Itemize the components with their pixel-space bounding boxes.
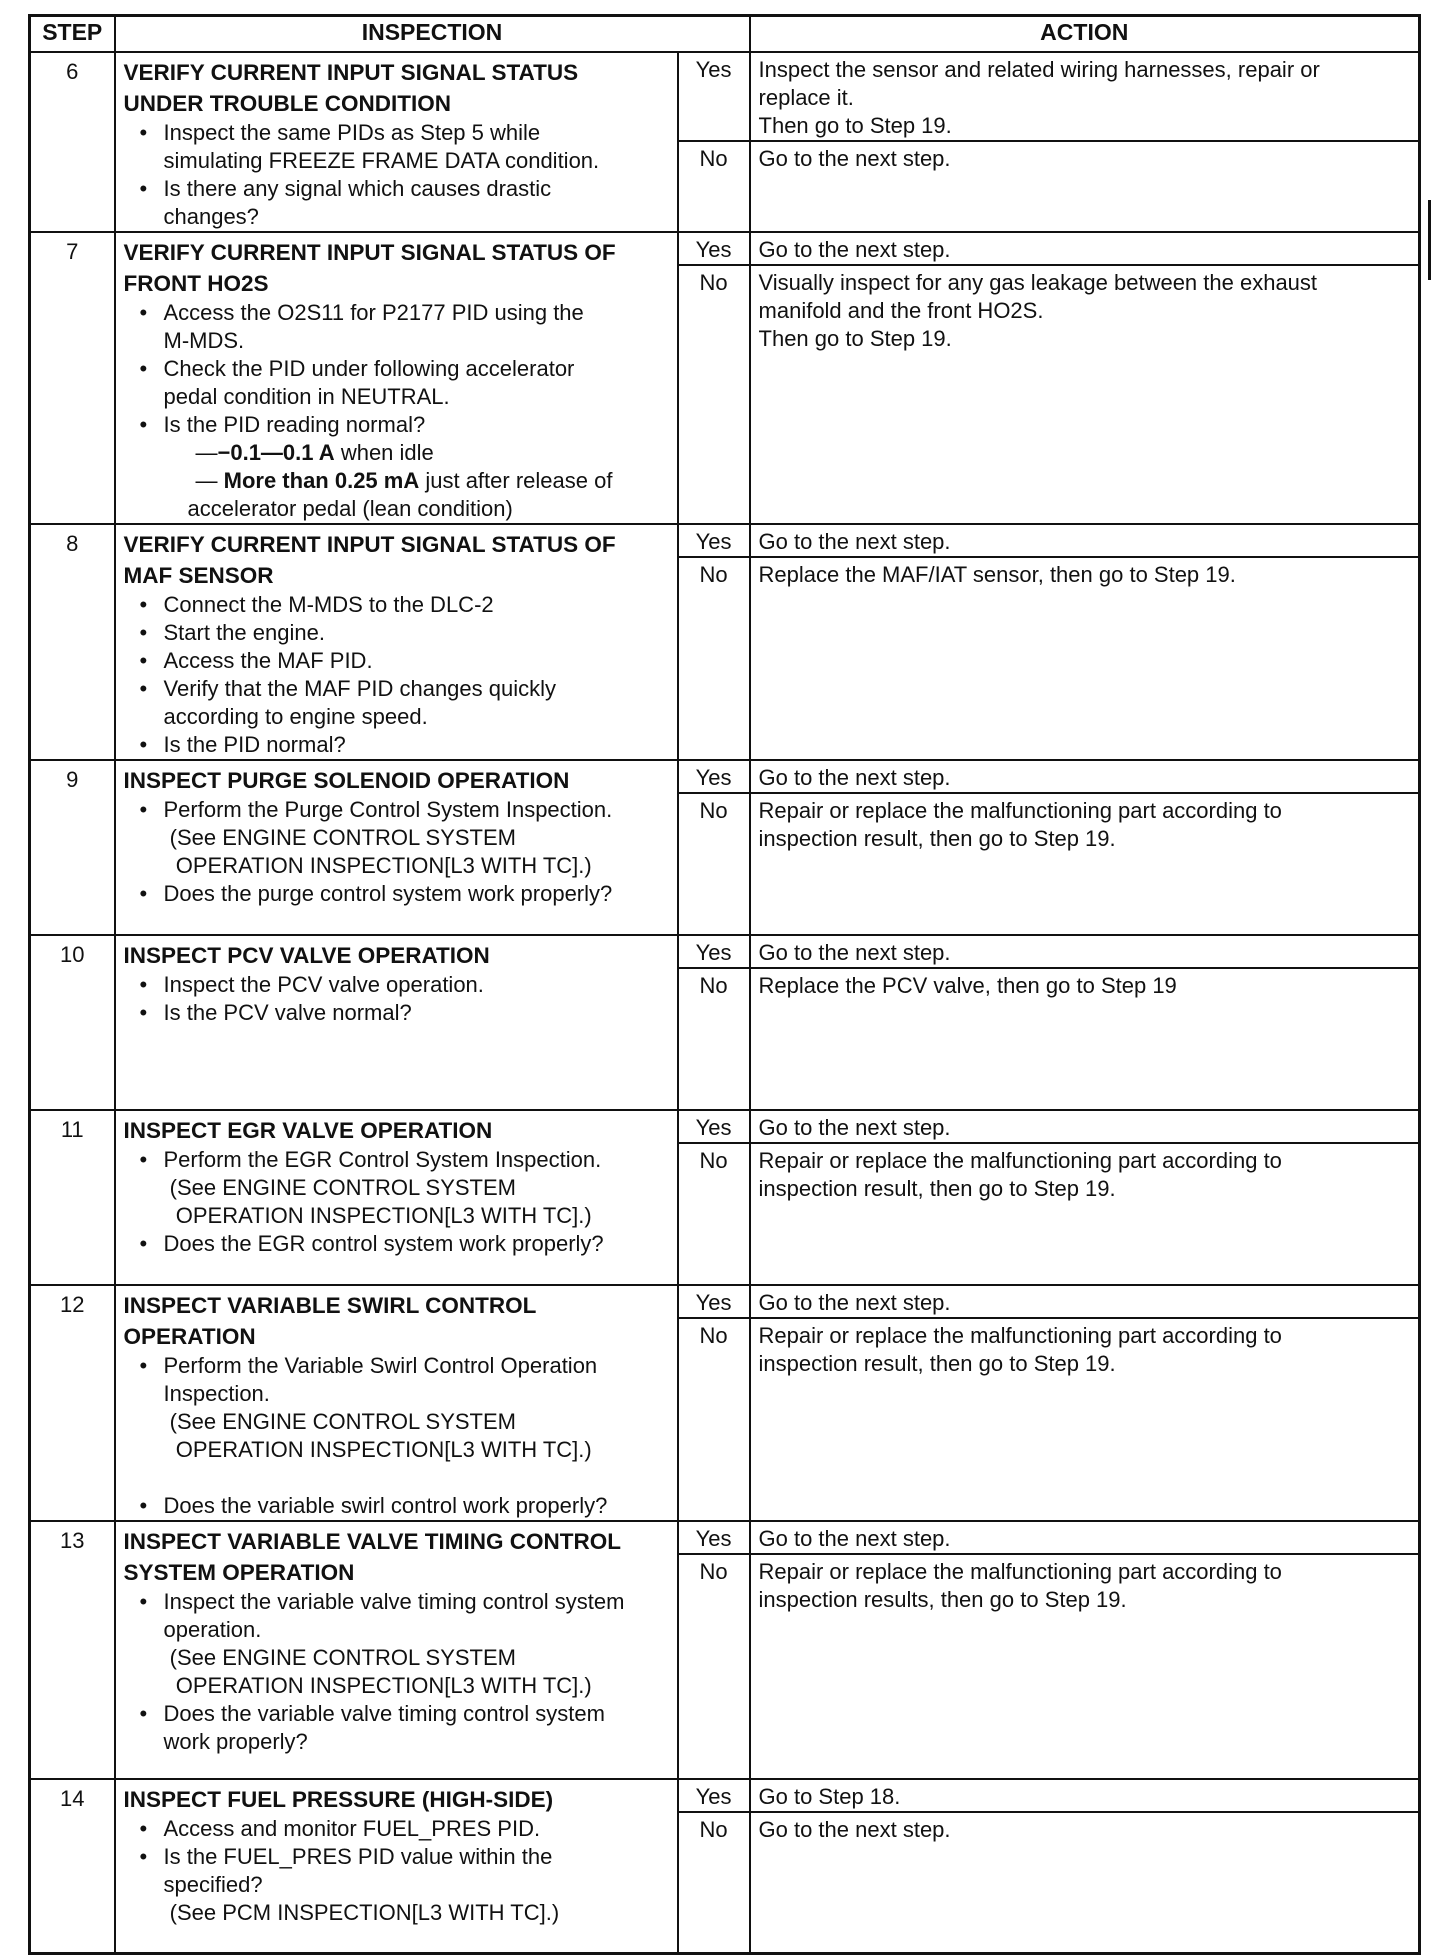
table-row [30, 1521, 1420, 1779]
result-labels [678, 232, 750, 524]
inspection-steps [124, 971, 671, 1027]
result-labels [678, 1110, 750, 1285]
no-action: Repair or replace the malfunctioning part according to inspection results, then go to Step 19. [758, 1559, 1282, 1612]
table-row [30, 935, 1420, 1110]
result-labels [678, 1285, 750, 1521]
inspection-title: INSPECT FUEL PRESSURE (HIGH-SIDE) [123, 1787, 554, 1812]
list-item: • Does the variable valve timing control system work properly? [164, 1700, 671, 1756]
no-action: Go to the next step. [758, 146, 951, 171]
spec-idle: —−0.1—0.1 A when idle [195, 440, 434, 465]
action-cell [750, 1285, 1420, 1521]
inspection-title: VERIFY CURRENT INPUT SIGNAL STATUS UNDER TROUBLE CONDITION [123, 60, 579, 116]
yes-label: Yes [679, 1522, 749, 1555]
no-label: No [699, 1817, 728, 1842]
yes-action: Go to the next step. [751, 233, 1419, 266]
list-item: • Inspect the same PIDs as Step 5 while simulating FREEZE FRAME DATA condition. [164, 119, 671, 175]
table-row [30, 760, 1420, 935]
list-item: • Start the engine. [164, 619, 671, 647]
list-item: • Does the EGR control system work properly? [164, 1230, 671, 1258]
step-number: 13 [30, 1521, 115, 1779]
yes-label: Yes [679, 233, 749, 266]
yes-label: Yes [679, 1780, 749, 1813]
no-label: No [699, 1323, 728, 1348]
table-row [30, 524, 1420, 760]
change-bar-mark [1428, 200, 1431, 280]
no-action: Repair or replace the malfunctioning part according to inspection result, then go to Step 19. [758, 1148, 1282, 1201]
diagnostic-table [28, 14, 1421, 1955]
result-labels [678, 935, 750, 1110]
yes-action: Go to the next step. [751, 761, 1419, 794]
step-number: 6 [30, 52, 115, 232]
yes-action: Go to the next step. [751, 936, 1419, 969]
list-item: • Perform the Purge Control System Inspection. (See ENGINE CONTROL SYSTEM OPERATION INSPECTION[L3 WITH TC].) [164, 796, 671, 880]
list-item: • Inspect the PCV valve operation. [164, 971, 671, 999]
table-row [30, 1779, 1420, 1953]
inspection-steps [124, 119, 671, 231]
yes-label: Yes [679, 936, 749, 969]
list-item: • Is the PCV valve normal? [164, 999, 671, 1027]
list-item: • Verify that the MAF PID changes quickly according to engine speed. [164, 675, 671, 731]
inspection-title: VERIFY CURRENT INPUT SIGNAL STATUS OF FRONT HO2S [123, 240, 616, 296]
header-action: ACTION [750, 16, 1420, 53]
inspection-title: INSPECT VARIABLE SWIRL CONTROL OPERATION [123, 1293, 537, 1349]
result-labels [678, 1779, 750, 1953]
step-number: 7 [30, 232, 115, 524]
yes-label: Yes [679, 1286, 749, 1319]
yes-action: Go to Step 18. [751, 1780, 1419, 1813]
inspection-steps [124, 1815, 671, 1927]
inspection-cell [115, 760, 678, 935]
inspection-steps [124, 1588, 671, 1756]
action-cell [750, 935, 1420, 1110]
inspection-title: INSPECT EGR VALVE OPERATION [123, 1118, 493, 1143]
yes-action: Go to the next step. [751, 1522, 1419, 1555]
spec-lean-cont: accelerator pedal (lean condition) [187, 496, 513, 521]
inspection-steps [124, 1352, 671, 1520]
list-item: • Does the purge control system work properly? [164, 880, 671, 908]
header-inspection: INSPECTION [115, 16, 750, 53]
list-item: • Is the PID reading normal? —−0.1—0.1 A when idle — More than 0.25 mA just after release of accelerator pedal (lean condition) [164, 411, 671, 523]
yes-action: Inspect the sensor and related wiring harnesses, repair or replace it. Then go to Step 19. [751, 53, 1419, 142]
yes-label: Yes [679, 761, 749, 794]
list-item: • Is there any signal which causes drastic changes? [164, 175, 671, 231]
no-label: No [699, 562, 728, 587]
yes-action: Go to the next step. [751, 525, 1419, 558]
diagnostic-procedure-page [28, 14, 1418, 1955]
inspection-cell [115, 1110, 678, 1285]
yes-action: Go to the next step. [751, 1111, 1419, 1144]
inspection-cell [115, 524, 678, 760]
list-item: • Connect the M-MDS to the DLC-2 [164, 591, 671, 619]
inspection-title: VERIFY CURRENT INPUT SIGNAL STATUS OF MAF SENSOR [123, 532, 616, 588]
step-number: 12 [30, 1285, 115, 1521]
inspection-cell [115, 935, 678, 1110]
inspection-cell [115, 1779, 678, 1953]
action-cell [750, 1110, 1420, 1285]
no-label: No [699, 270, 728, 295]
list-item: • Does the variable swirl control work properly? [164, 1492, 671, 1520]
spec-lean: — More than 0.25 mA just after release of [195, 468, 613, 493]
header-row [30, 16, 1420, 53]
no-action: Repair or replace the malfunctioning part according to inspection result, then go to Step 19. [758, 798, 1282, 851]
action-cell [750, 232, 1420, 524]
inspection-title: INSPECT PCV VALVE OPERATION [123, 943, 490, 968]
inspection-steps [124, 299, 671, 523]
no-action: Repair or replace the malfunctioning part according to inspection result, then go to Step 19. [758, 1323, 1282, 1376]
no-action: Go to the next step. [758, 1817, 951, 1842]
list-item: • Access and monitor FUEL_PRES PID. [164, 1815, 671, 1843]
action-cell [750, 52, 1420, 232]
list-item: • Check the PID under following accelerator pedal condition in NEUTRAL. [164, 355, 671, 411]
step-number: 11 [30, 1110, 115, 1285]
list-item: • Is the FUEL_PRES PID value within the specified? (See PCM INSPECTION[L3 WITH TC].) [164, 1843, 671, 1927]
no-action: Replace the MAF/IAT sensor, then go to Step 19. [758, 562, 1236, 587]
step-number: 8 [30, 524, 115, 760]
step-number: 10 [30, 935, 115, 1110]
no-label: No [699, 1559, 728, 1584]
list-item: • Perform the Variable Swirl Control Operation Inspection. (See ENGINE CONTROL SYSTEM OPERATION INSPECTION[L3 WITH TC].) [164, 1352, 671, 1492]
inspection-title: INSPECT PURGE SOLENOID OPERATION [123, 768, 570, 793]
no-label: No [699, 798, 728, 823]
action-cell [750, 524, 1420, 760]
no-label: No [699, 1148, 728, 1173]
list-item: • Access the O2S11 for P2177 PID using the M-MDS. [164, 299, 671, 355]
table-row [30, 1285, 1420, 1521]
inspection-cell [115, 1285, 678, 1521]
inspection-steps [124, 796, 671, 908]
table-row [30, 232, 1420, 524]
no-action: Replace the PCV valve, then go to Step 19 [758, 973, 1177, 998]
table-row [30, 1110, 1420, 1285]
inspection-cell [115, 1521, 678, 1779]
inspection-steps [124, 591, 671, 759]
step-number: 14 [30, 1779, 115, 1953]
list-item: • Is the PID normal? [164, 731, 671, 759]
action-cell [750, 1779, 1420, 1953]
table-row [30, 52, 1420, 232]
inspection-steps [124, 1146, 671, 1258]
yes-label: Yes [679, 525, 749, 558]
inspection-cell [115, 52, 678, 232]
result-labels [678, 1521, 750, 1779]
result-labels [678, 760, 750, 935]
yes-label: Yes [679, 1111, 749, 1144]
list-item: • Perform the EGR Control System Inspection. (See ENGINE CONTROL SYSTEM OPERATION INSPECTION[L3 WITH TC].) [164, 1146, 671, 1230]
result-labels [678, 524, 750, 760]
result-labels [678, 52, 750, 232]
action-cell [750, 760, 1420, 935]
no-label: No [699, 973, 728, 998]
no-label: No [699, 146, 728, 171]
yes-action: Go to the next step. [751, 1286, 1419, 1319]
action-cell [750, 1521, 1420, 1779]
header-step: STEP [30, 16, 115, 53]
inspection-title: INSPECT VARIABLE VALVE TIMING CONTROL SYSTEM OPERATION [123, 1529, 622, 1585]
list-item: • Access the MAF PID. [164, 647, 671, 675]
step-number: 9 [30, 760, 115, 935]
list-item: • Inspect the variable valve timing control system operation. (See ENGINE CONTROL SYSTEM OPERATION INSPECTION[L3 WITH TC].) [164, 1588, 671, 1700]
inspection-cell [115, 232, 678, 524]
yes-label: Yes [679, 53, 749, 142]
no-action: Visually inspect for any gas leakage between the exhaust manifold and the front HO2S. Then go to Step 19. [758, 270, 1318, 351]
